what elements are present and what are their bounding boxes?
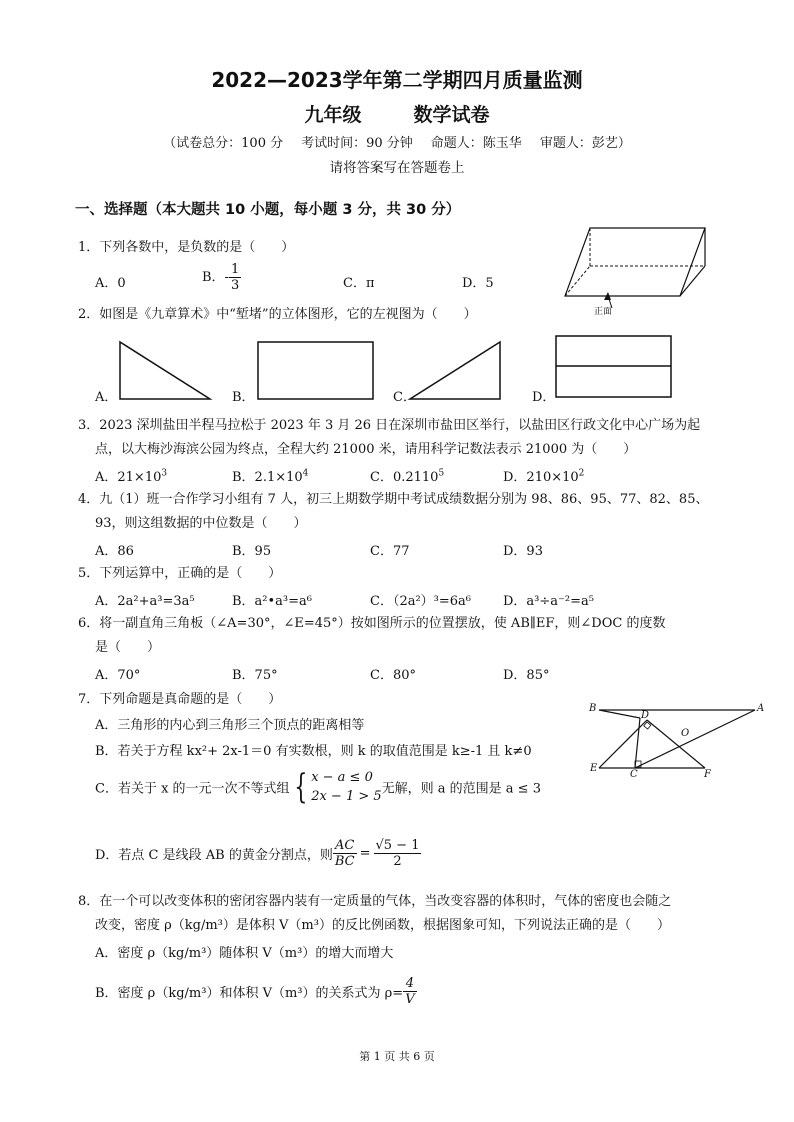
q7-option-d — [95, 838, 421, 869]
fig-label-b: B — [589, 703, 597, 714]
fig-label-e: E — [590, 763, 598, 774]
q2-option-b: B． — [232, 390, 255, 405]
reviewer: 审题人：彭艺） — [539, 136, 631, 151]
q7-d-rhs-num: √5 − 1 — [375, 838, 420, 853]
q8-option-a: A．密度 ρ（kg/m³）随体积 V（m³）的增大而增大 — [95, 946, 394, 961]
q6-option-b: B．75° — [232, 668, 278, 683]
author: 命题人：陈玉华 — [430, 136, 522, 151]
q7-d-prefix: D．若点 C 是线段 AB 的黄金分割点，则 — [95, 848, 333, 863]
section-title: 一、选择题（本大题共 10 小题，每小题 3 分，共 30 分） — [75, 202, 461, 218]
q1-b-den: 3 — [230, 278, 240, 293]
q3-d-exp: 2 — [578, 468, 585, 479]
q5-option-c: C．（2a²）³=6a⁶ — [370, 594, 472, 609]
q2-stem: 2．如图是《九章算术》中“堑堵”的立体图形，它的左视图为（ ） — [78, 307, 477, 322]
q7-option-c — [95, 768, 541, 806]
q7-stem: 7．下列命题是真命题的是（ ） — [78, 692, 282, 707]
q6-line1: 6．将一副直角三角板（∠A=30°，∠E=45°）按如图所示的位置摆放，使 AB∥EF，则∠DOC 的度数 — [78, 616, 666, 631]
prism-figure — [560, 226, 710, 321]
fig-label-d: D — [641, 710, 650, 721]
front-view-label: 正面 — [594, 307, 613, 317]
q7-option-b: B．若关于方程 kx²+ 2x-1＝0 有实数根，则 k 的取值范围是 k≥-1 且 k≠0 — [95, 744, 532, 759]
subject-label: 数学试卷 — [413, 104, 490, 126]
q3-a-base: A．21×10 — [95, 470, 162, 485]
q5-stem: 5．下列运算中，正确的是（ ） — [78, 566, 282, 581]
fig-label-c: C — [630, 769, 638, 780]
q1-option-c: C．π — [343, 276, 375, 291]
q8-b-prefix: B．密度 ρ（kg/m³）和体积 V（m³）的关系式为 ρ= — [95, 986, 404, 1001]
q4-option-c: C．77 — [370, 544, 410, 559]
total-score: （试卷总分：100 分 — [163, 136, 284, 151]
q4-option-b: B．95 — [232, 544, 272, 559]
q3-b-base: B．2.1×10 — [232, 470, 303, 485]
q7-d-lhs — [333, 838, 357, 869]
q2-d-shape — [554, 334, 674, 400]
q8-b-den: V — [405, 992, 415, 1007]
q1-b-num: 1 — [230, 262, 240, 277]
q1-option-a: A．0 — [95, 276, 126, 291]
q3-option-d — [503, 466, 584, 485]
q7-c-ineq2: 2x − 1 > 5 — [311, 789, 382, 804]
fig-label-o: O — [681, 728, 690, 739]
q2-c-shape — [408, 340, 503, 402]
q7-d-eq: = — [359, 846, 371, 861]
q7-c-ineq1: x − a ≤ 0 — [311, 770, 373, 785]
q1-option-b — [202, 262, 241, 293]
q8-line2: 改变，密度 ρ（kg/m³）是体积 V（m³）的反比例函数，根据图象可知，下列说法正确的是（ ） — [95, 918, 670, 933]
q4-option-a: A．86 — [95, 544, 134, 559]
q4-line2: 93，则这组数据的中位数是（ ） — [95, 516, 307, 531]
q8-line1: 8．在一个可以改变体积的密闭容器内装有一定质量的气体，当改变容器的体积时，气体的密度也会随之 — [78, 894, 672, 909]
q1-stem: 1．下列各数中，是负数的是（ ） — [78, 240, 295, 255]
q1-b-fraction — [229, 262, 241, 293]
q3-d-base: D．210×10 — [503, 470, 579, 485]
q2-b-shape — [256, 340, 376, 402]
q7-c-brace: { — [293, 767, 307, 807]
triangle-figure — [585, 700, 775, 790]
q3-c-exp: 5 — [438, 468, 445, 479]
q1-option-d: D．5 — [462, 276, 494, 291]
q7-d-lhs-den: BC — [334, 854, 355, 869]
exam-subtitle — [0, 100, 794, 127]
q5-option-a: A．2a²+a³=3a⁵ — [95, 594, 195, 609]
q1-b-prefix: B．- — [202, 270, 229, 285]
exam-time: 考试时间：90 分钟 — [301, 136, 413, 151]
q2-a-shape — [118, 340, 213, 402]
fig-label-a: A — [757, 703, 765, 714]
q2-option-c: C． — [393, 390, 416, 405]
page-footer: 第 1 页 共 6 页 — [359, 1050, 435, 1063]
q5-option-b: B．a²•a³=a⁶ — [232, 594, 312, 609]
exam-info — [0, 132, 794, 151]
q7-d-rhs — [374, 838, 422, 869]
fig-label-f: F — [704, 769, 711, 780]
q8-option-b — [95, 976, 417, 1007]
q4-line1: 4．九（1）班一合作学习小组有 7 人，初三上期数学期中考试成绩数据分别为 98、86、95、77、82、85、 — [78, 492, 709, 507]
q8-b-num: 4 — [403, 976, 416, 992]
q7-c-suffix: 无解，则 a 的范围是 a ≤ 3 — [381, 781, 541, 797]
q6-option-c: C．80° — [370, 668, 416, 683]
q7-c-system — [311, 768, 381, 806]
q3-line2: 点，以大梅沙海滨公园为终点，全程大约 21000 米，请用科学记数法表示 21000 为（ ） — [95, 442, 637, 457]
q8-b-fraction — [403, 976, 416, 1007]
q3-line1: 3．2023 深圳盐田半程马拉松于 2023 年 3 月 26 日在深圳市盐田区举行，以盐田区行政文化中心广场为起 — [78, 418, 701, 433]
q3-a-exp: 3 — [161, 468, 168, 479]
q2-option-d: D． — [532, 390, 556, 405]
q3-c-base: C．0.2110 — [370, 470, 439, 485]
q6-line2: 是（ ） — [95, 640, 161, 655]
q2-option-a: A． — [95, 390, 118, 405]
q4-option-d: D．93 — [503, 544, 543, 559]
q3-option-a — [95, 466, 167, 485]
q3-b-exp: 4 — [302, 468, 309, 479]
answer-note: 请将答案写在答题卷上 — [329, 160, 465, 176]
q7-c-prefix: C．若关于 x 的一元一次不等式组 — [95, 781, 290, 797]
q5-option-d: D．a³÷a⁻²=a⁵ — [503, 594, 594, 609]
q3-option-c — [370, 466, 444, 485]
q6-option-d: D．85° — [503, 668, 550, 683]
q3-option-b — [232, 466, 308, 485]
exam-title: 2022—2023学年第二学期四月质量监测 — [211, 68, 583, 92]
q7-d-rhs-den: 2 — [393, 854, 402, 869]
q7-d-lhs-num: AC — [333, 838, 357, 854]
q6-option-a: A．70° — [95, 668, 141, 683]
q7-option-a: A．三角形的内心到三角形三个顶点的距离相等 — [95, 718, 365, 733]
grade-label: 九年级 — [304, 104, 362, 126]
